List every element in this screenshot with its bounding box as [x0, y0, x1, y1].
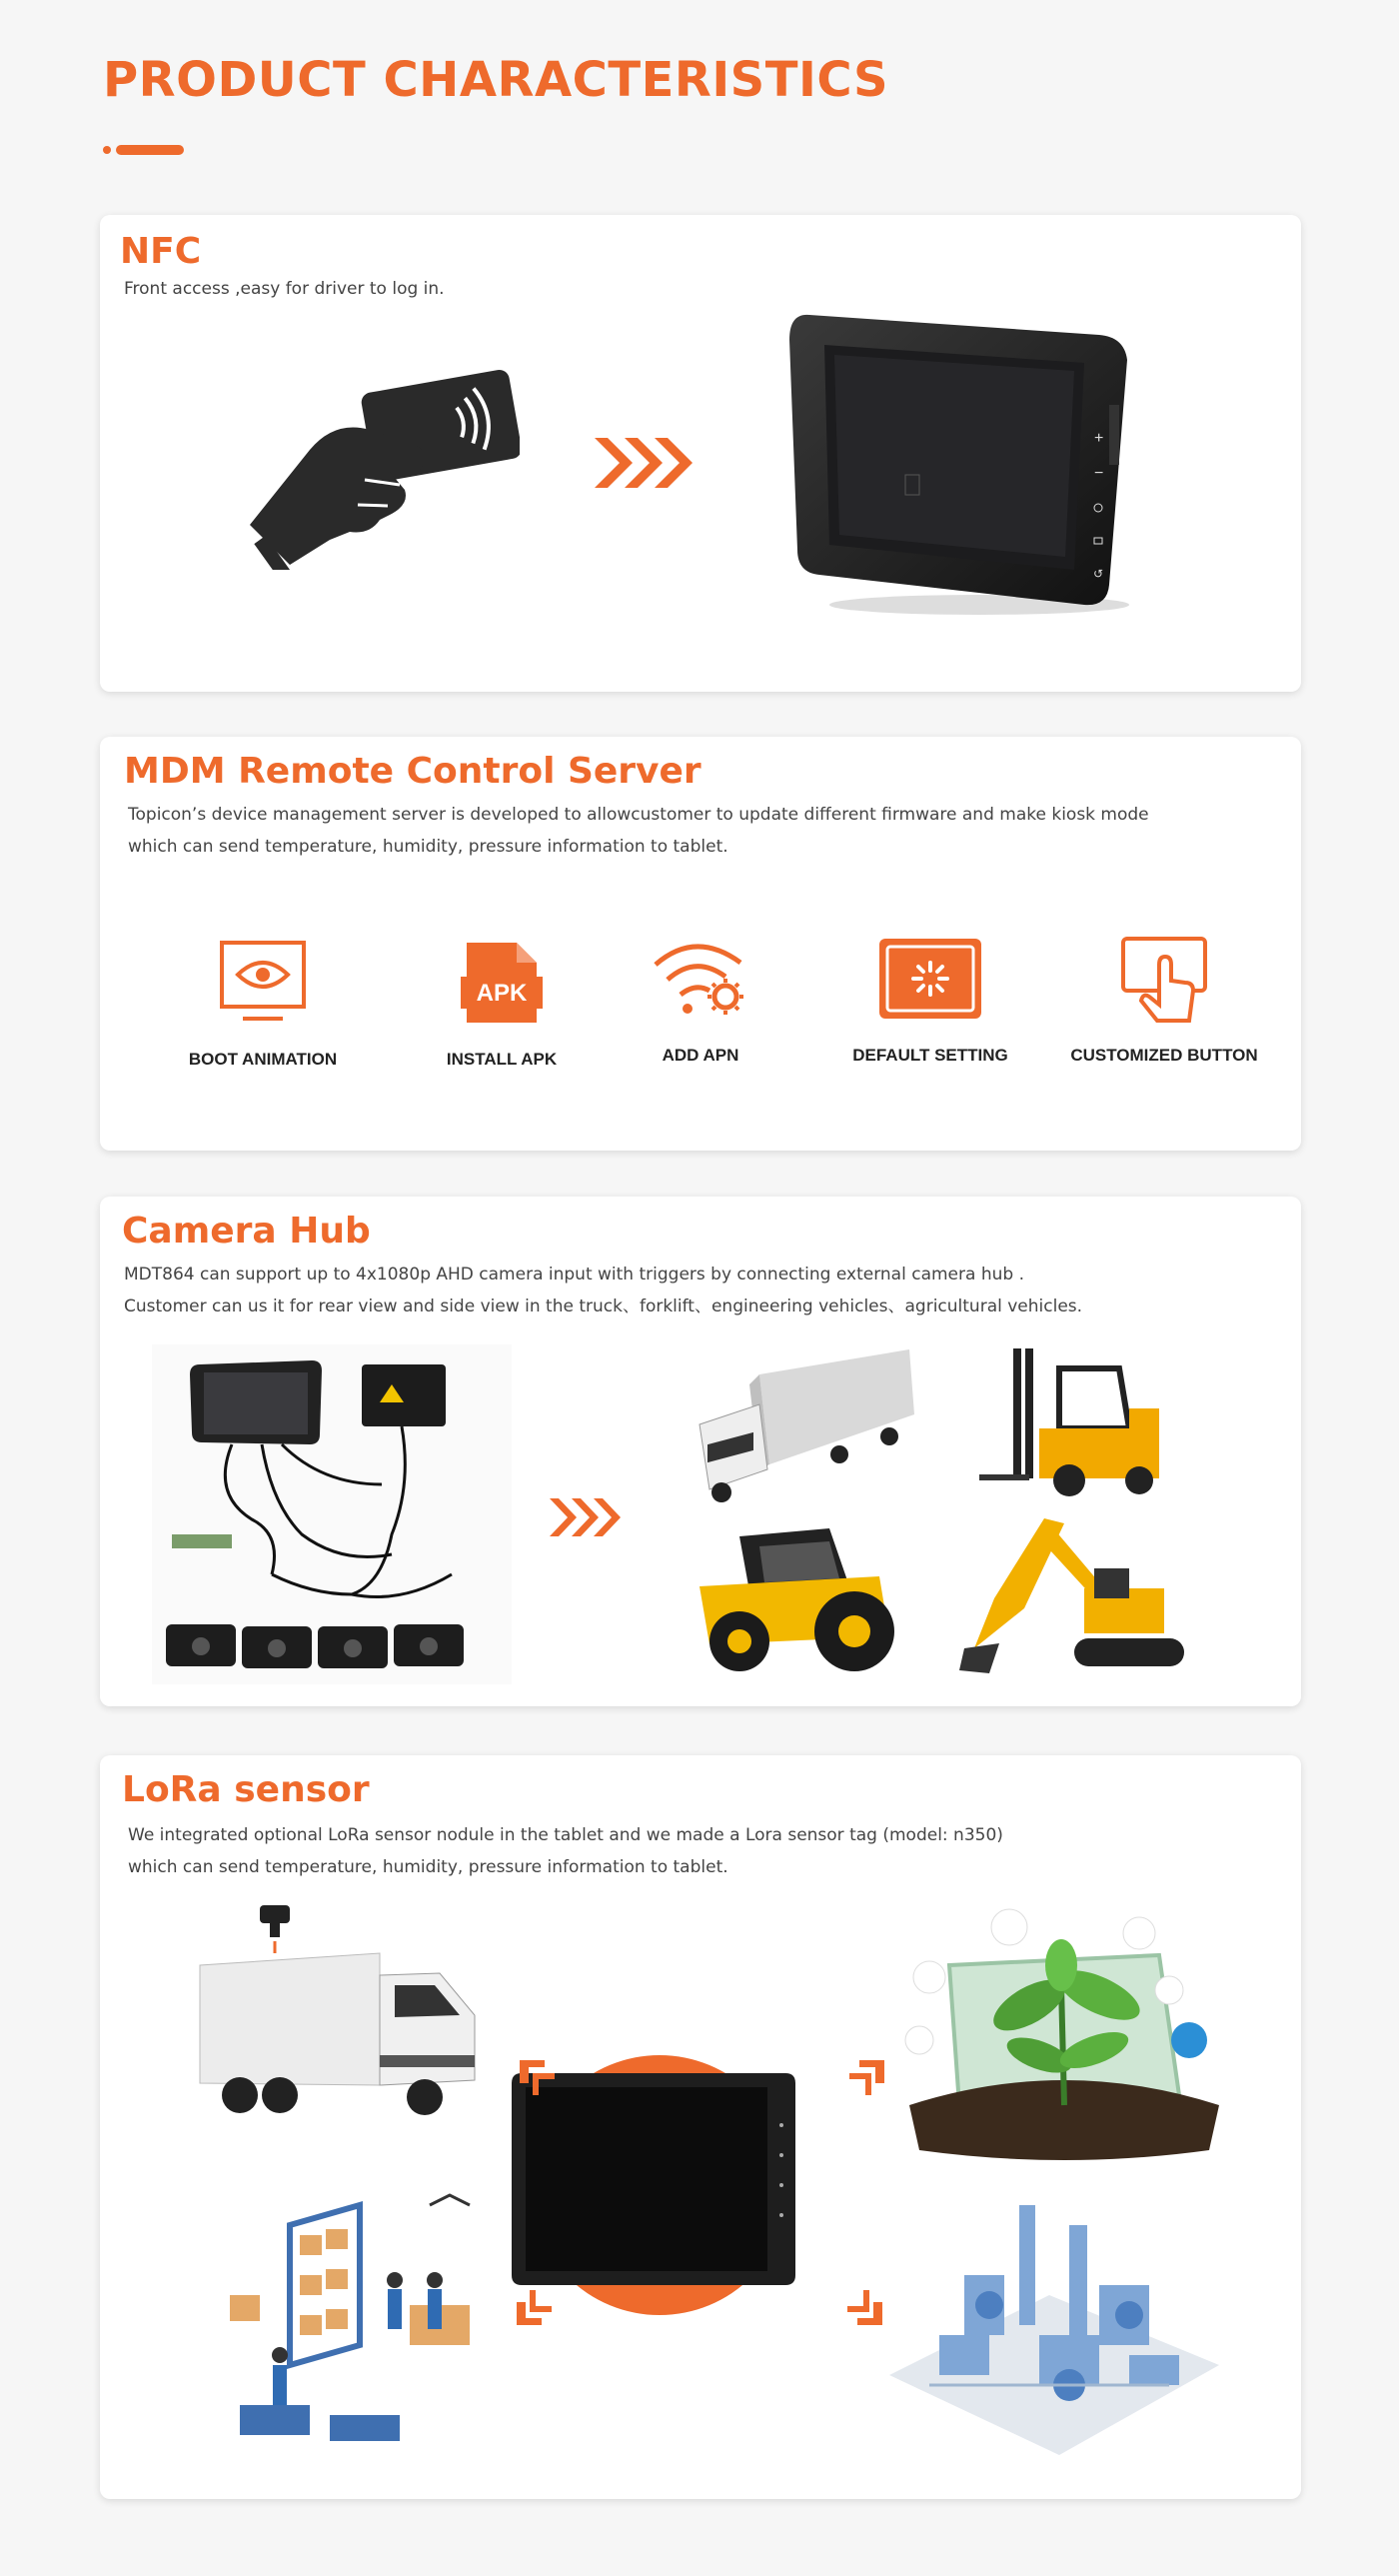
lora-description-line1: We integrated optional LoRa sensor nodule in the tablet and we made a Lora sensor tag (model: n350): [128, 1825, 1003, 1845]
nfc-description: Front access ,easy for driver to log in.: [124, 279, 445, 299]
apk-badge: APK: [476, 980, 528, 1007]
triple-chevron-icon: [590, 433, 700, 498]
warehouse-icon: [210, 2185, 510, 2470]
feature-label: CUSTOMIZED BUTTON: [1070, 1046, 1258, 1065]
lora-description-line2: which can send temperature, humidity, pressure information to tablet.: [128, 1857, 728, 1877]
screen-eye-icon: [218, 937, 308, 1027]
feature-label: DEFAULT SETTING: [852, 1046, 1008, 1065]
lora-title: LoRa sensor: [122, 1769, 370, 1810]
camera-hub-card: [100, 1197, 1301, 1706]
tractor-icon: [680, 1516, 909, 1681]
feature-install-apk: [397, 937, 607, 1070]
feature-default-setting: [825, 935, 1035, 1066]
camera-title: Camera Hub: [122, 1211, 371, 1252]
excavator-icon: [954, 1498, 1194, 1683]
mdm-description-line2: which can send temperature, humidity, pressure information to tablet.: [128, 837, 728, 857]
settings-screen-icon: [875, 935, 985, 1025]
forklift-icon: [969, 1338, 1179, 1503]
feature-boot-animation: [158, 937, 368, 1070]
box-truck-icon: [180, 1905, 490, 2150]
hand-card-icon: [240, 340, 520, 575]
lora-card: [100, 1755, 1301, 2499]
svg-text:−: −: [1094, 465, 1104, 482]
nfc-card: [100, 215, 1301, 692]
triple-chevron-icon: [548, 1496, 624, 1543]
feature-label: INSTALL APK: [446, 1050, 558, 1069]
apk-file-icon: [457, 937, 547, 1027]
page-title: PRODUCT CHARACTERISTICS: [103, 52, 889, 108]
smart-farm-icon: [889, 1905, 1239, 2180]
wifi-gear-icon: [646, 935, 755, 1025]
rugged-tablet-icon: [779, 295, 1159, 640]
touch-button-icon: [1119, 935, 1209, 1027]
factory-icon: [869, 2175, 1239, 2480]
title-underline: [103, 145, 183, 155]
mdm-title: MDM Remote Control Server: [124, 751, 701, 792]
mdm-card: [100, 737, 1301, 1151]
svg-text:+: +: [1094, 430, 1104, 447]
arrow-up-left-icon: [515, 2055, 565, 2110]
nfc-title: NFC: [120, 231, 202, 272]
feature-label: ADD APN: [662, 1046, 739, 1065]
svg-text:↺: ↺: [1093, 567, 1104, 581]
camera-hub-kit-icon: [152, 1344, 512, 1689]
arrow-down-left-icon: [512, 2280, 562, 2335]
feature-label: BOOT ANIMATION: [188, 1050, 338, 1069]
feature-customized-button: [1059, 935, 1269, 1066]
feature-add-apn: [596, 935, 805, 1066]
camera-description-line2: Customer can us it for rear view and side view in the truck、forklift、engineering vehicles、agricultural vehicles.: [124, 1296, 1083, 1316]
arrow-up-right-icon: [839, 2055, 889, 2110]
truck-icon: [690, 1344, 919, 1509]
mdm-description-line1: Topicon’s device management server is developed to allowcustomer to update different firmware and make kiosk mode: [128, 805, 1149, 825]
camera-description-line1: MDT864 can support up to 4x1080p AHD camera input with triggers by connecting external camera hub .: [124, 1265, 1024, 1285]
